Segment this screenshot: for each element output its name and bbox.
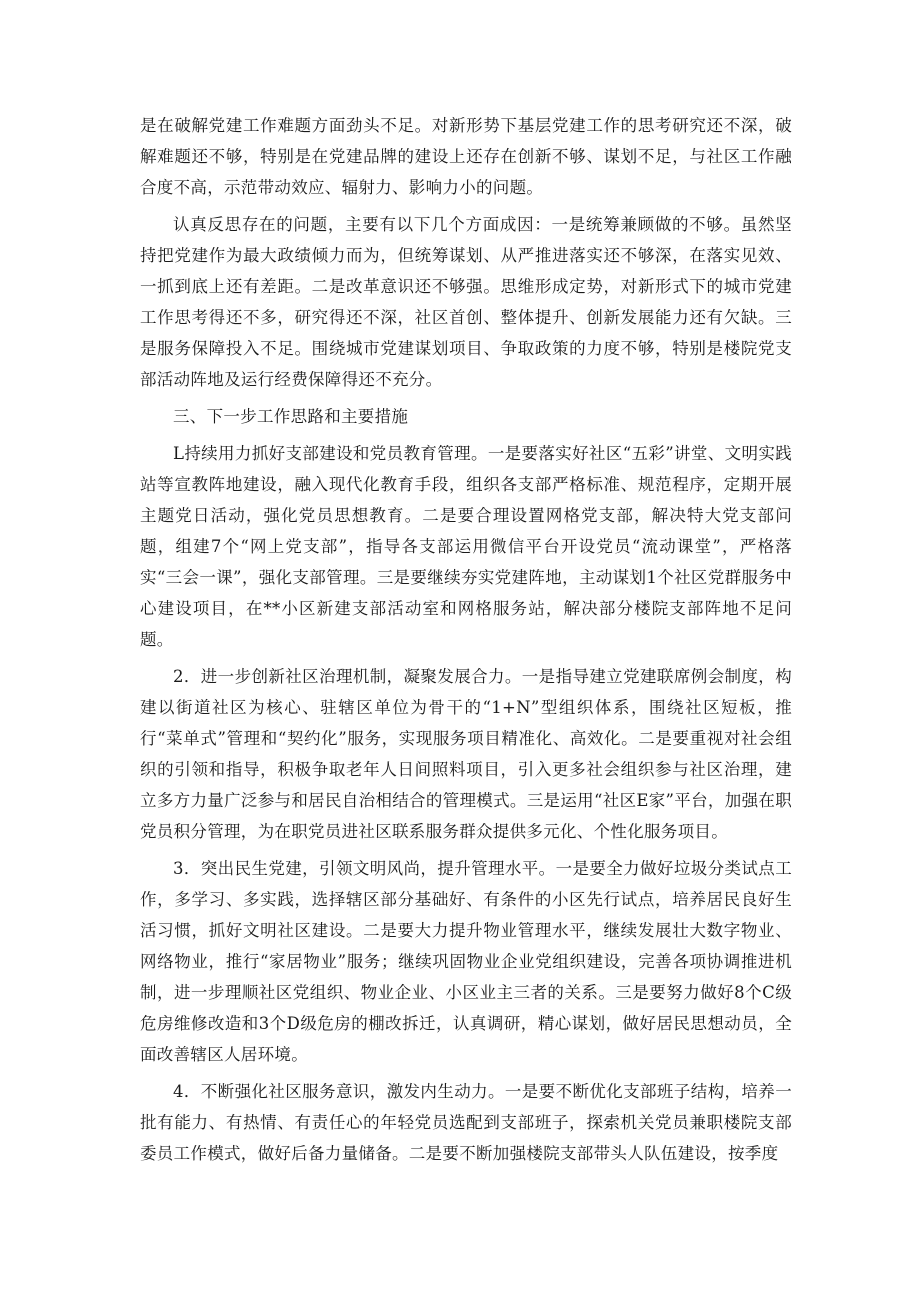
paragraph-measure-2: 2．进一步创新社区治理机制，凝聚发展合力。一是指导建立党建联席例会制度，构建以街道社区为核心、驻辖区单位为骨干的“1+N”型组织体系，围绕社区短板，推行“菜单式”管理和“契约化”服务，实现服务项目精准化、高效化。二是要重视对社会组织的引领和指导，积极争取老年人日间照料项目，引入更多社会组织参与社区治理，建立多方力量广泛参与和居民自治相结合的管理模式。三是运用“社区E家”平台，加强在职党员积分管理，为在职党员进社区联系服务群众提供多元化、个性化服务项目。 [140,667,792,841]
paragraph-measure-4: 4．不断强化社区服务意识，激发内生动力。一是要不断优化支部班子结构，培养一批有能力、有热情、有责任心的年轻党员选配到支部班子，探索机关党员兼职楼院支部委员工作模式，做好后备力量储备。二是要不断加强楼院支部带头人队伍建设，按季度 [140,1082,792,1163]
section-heading-next-steps: 三、下一步工作思路和主要措施 [173,407,409,426]
document-body [140,110,792,1175]
paragraph-causes: 认真反思存在的问题，主要有以下几个方面成因：一是统筹兼顾做的不够。虽然坚持把党建作为最大政绩倾力而为，但统筹谋划、从严推进落实还不够深，在落实见效、一抓到底上还有差距。二是改革意识还不够强。思维形成定势，对新形式下的城市党建工作思考得还不多，研究得还不深，社区首创、整体提升、创新发展能力还有欠缺。三是服务保障投入不足。围绕城市党建谋划项目、争取政策的力度不够，特别是楼院党支部活动阵地及运行经费保障得还不充分。 [140,215,792,389]
paragraph-continuation: 是在破解党建工作难题方面劲头不足。对新形势下基层党建工作的思考研究还不深，破解难题还不够，特别是在党建品牌的建设上还存在创新不够、谋划不足，与社区工作融合度不高，示范带动效应、辐射力、影响力小的问题。 [140,116,792,197]
paragraph-measure-3: 3．突出民生党建，引领文明风尚，提升管理水平。一是要全力做好垃圾分类试点工作，多学习、多实践，选择辖区部分基础好、有条件的小区先行试点，培养居民良好生活习惯，抓好文明社区建设。二是要大力提升物业管理水平，继续发展壮大数字物业、网络物业，推行“家居物业”服务；继续巩固物业企业党组织建设，完善各项协调推进机制，进一步理顺社区党组织、物业企业、小区业主三者的关系。三是要努力做好8个C级危房维修改造和3个D级危房的棚改拆迁，认真调研，精心谋划，做好居民思想动员，全面改善辖区人居环境。 [140,859,792,1064]
paragraph-measure-1: L持续用力抓好支部建设和党员教育管理。一是要落实好社区“五彩”讲堂、文明实践站等宣教阵地建设，融入现代化教育手段，组织各支部严格标准、规范程序，定期开展主题党日活动，强化党员思想教育。二是要合理设置网格党支部，解决特大党支部问题，组建7个“网上党支部”，指导各支部运用微信平台开设党员“流动课堂”，严格落实“三会一课”，强化支部管理。三是要继续夯实党建阵地，主动谋划1个社区党群服务中心建设项目，在**小区新建支部活动室和网格服务站，解决部分楼院支部阵地不足问题。 [140,444,792,649]
